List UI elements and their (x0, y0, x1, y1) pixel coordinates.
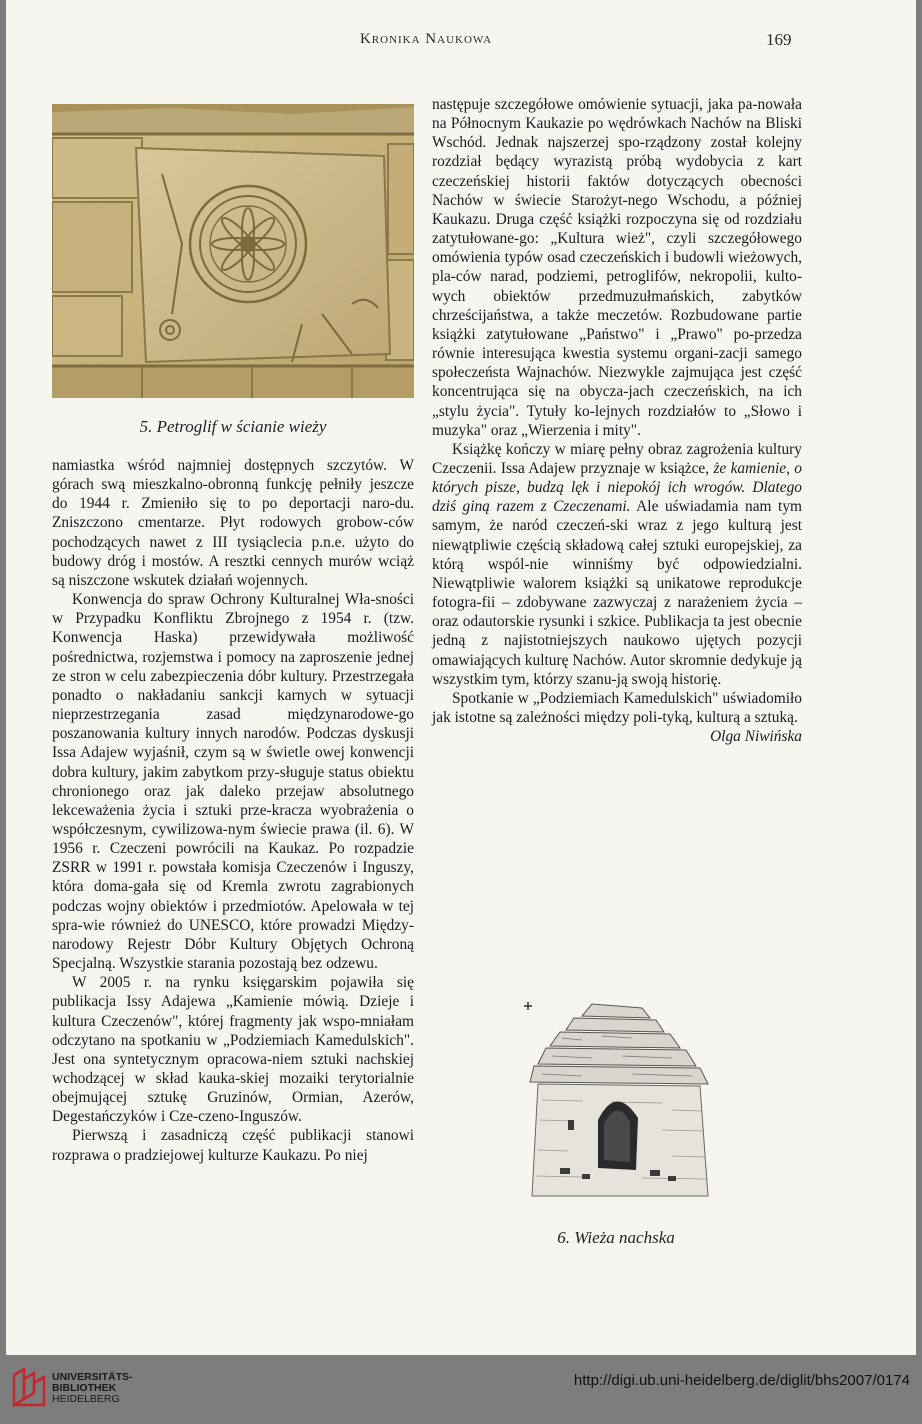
page-number: 169 (766, 30, 792, 49)
left-paragraph-1: namiastka wśród najmniej dostępnych szczytów. W górach swą mieszkalno-obronną funkcję pełniły jeszcze do 1944 r. Zmieniło się to po deportacji naro-du. Zniszczono cmentarze. Płyt rodowych grobow-ców pochodzących nawet z III tysiąclecia p.n.e. użyto do budowy dróg i mostów. A resztki cennych murów wciąż są niszczone wskutek działań wojennych. (52, 457, 414, 589)
left-paragraph-3: W 2005 r. na rynku księgarskim pojawiła się publikacja Issy Adajewa „Kamienie mówią. Dzieje i kultura Czeczenów", której fragmenty jak wspo-mniałam odczytano na spotkaniu w „Podziemiach Kamedulskich". Jest ona syntetycznym opracowa-niem sztuki nachskiej wchodzącej w skład kauka-skiej mozaiki terytorialnie obejmującej sztukę Gruzinów, Ormian, Azerów, Degestańczyków i Cze-czeno-Inguszów. (52, 974, 414, 1126)
source-url-link[interactable]: http://digi.ub.uni-heidelberg.de/diglit/bhs2007/0174 (573, 1372, 910, 1389)
library-logo-text (52, 1372, 133, 1405)
article-author: Olga Niwińska (710, 728, 802, 746)
left-paragraph-2: Konwencja do spraw Ochrony Kulturalnej Wła-sności w Przypadku Konfliktu Zbrojnego z 1954 r. (tzw. Konwencja Haska) przewidywała możliwość pośrednictwa, rozjemstwa i pomocy na zaproszenie jednej ze stron w celu zabezpieczenia dóbr kultury. Przestrzegała ponadto o nakładaniu sankcji karnych w sytuacji nieprzestrzegania zasad międzynarodowe-go poszanowania kultury innych narodów. Podczas dyskusji Issa Adajew wyjaśnił, czym są w świetle owej konwencji dobra kultury, jakim zabytkom przy-sługuje status obiektu chronionego oraz jak daleko przejaw absolutnego lekceważenia życia i sztuki prze-kracza wyobrażenia o współczesnym, cywilizowa-nym świecie prawa (il. 6). W 1956 r. Czeczeni powrócili na Kaukaz. Po rozpadzie ZSRR w 1991 r. powstała komisja Czeczenów i Inguszy, która doma-gała się od Kremla zwrotu zagrabionych podczas wojny obiektów i przedmiotów. Apelowała w tej spra-wie również do UNESCO, które prowadzi Między-narodowy Rejestr Dóbr Kultury Objętych Ochroną Specjalną. Wszystkie starania pozostają bez odzewu. (52, 591, 414, 973)
right-column (432, 95, 802, 746)
left-column (52, 456, 414, 1165)
right-paragraph-1: następuje szczegółowe omówienie sytuacji, jaka pa-nowała na Północnym Kaukazie po wędrówkach Nachów na Bliski Wschód. Jednak najszerzej spo-rządzony został kolejny rozdział będący wyrazistą próbą wydobycia z kart czeczeńskiej historii faktów dotyczących obecności Nachów w świecie Starożyt-nego Wschodu, a później Kaukazu. Druga część książki rozpoczyna się od rozdziału zatytułowane-go: „Kultura wież", czyli szczegółowego omówienia typów osad czeczeńskich i budowli wieżowych, pla-ców narad, podziemi, petroglifów, nekropolii, kulto-wych obiektów przedmuzułmańskich, zabytków chrześcijaństwa, a także meczetów. Rozbudowane partie książki zatytułowane „Państwo" i „Prawo" po-przedza równie interesująca kwestia systemu organi-zacji samego społeczeństa Wajnachów. Niezwykle zajmująca jest część koncentrująca się na obycza-jach czeczeńskich, na ich „stylu życia". Tytuły ko-lejnych rozdziałów to „Słowo i muzyka" oraz „Wierzenia i mity". (432, 96, 802, 439)
logo-line-3: HEIDELBERG (52, 1393, 120, 1405)
figure-5-caption: 5. Petroglif w ścianie wieży (139, 417, 327, 436)
right-paragraph-3: Spotkanie w „Podziemiach Kamedulskich" uświadomiło jak istotne są zależności między poli-tyką, kulturą a sztuką. (432, 689, 802, 726)
library-logo-icon (10, 1365, 48, 1409)
right-paragraph-2-end: Ale uświadamia nam tym samym, że naród czeczeń-ski wraz z jego kulturą jest niewątpliwie częścią składową całej sztuki europejskiej, za którą wspól-nie winniśmy być odpowiedzialni. Niewątpliwie walorem książki są unikatowe reprodukcje fotogra-fii – zdobywane zazwyczaj z narażeniem życia – oraz odautorskie rysunki i szkice. Publikacja ta jest obecnie jedną z najistotniejszych naukowo ujętych pozycji omawiających kulturę Nachów. Autor skromnie dedykuje ją wszystkim tym, którzy szanu-ją swoją historię. (432, 498, 802, 688)
logo-line-1: UNIVERSITÄTS- (52, 1371, 133, 1383)
right-paragraph-2 (432, 440, 802, 689)
tower-illustration (522, 1000, 716, 1198)
petroglyph-illustration (52, 104, 414, 398)
running-header: Kronika Naukowa (359, 31, 493, 47)
left-paragraph-4: Pierwszą i zasadniczą część publikacji stanowi rozprawa o pradziejowej kulturze Kaukazu. Po niej (52, 1127, 414, 1164)
tower-drawing (522, 1000, 716, 1198)
logo-line-2: BIBLIOTHEK (52, 1382, 117, 1394)
right-paragraph-2-italic: że kamienie, o których pisze, budzą lęk i niepokój ich wrogów. Dlatego dziś giną razem z Czeczenami. (432, 459, 802, 516)
petroglyph-photo (52, 104, 414, 398)
right-paragraph-2-start: Książkę kończy w miarę pełny obraz zagrożenia kultury Czeczenii. Issa Adajew przyznaje w książce, (432, 440, 802, 477)
library-logo[interactable] (6, 1363, 206, 1411)
figure-6-caption: 6. Wieża nachska (557, 1228, 675, 1247)
journal-page (6, 0, 916, 1355)
